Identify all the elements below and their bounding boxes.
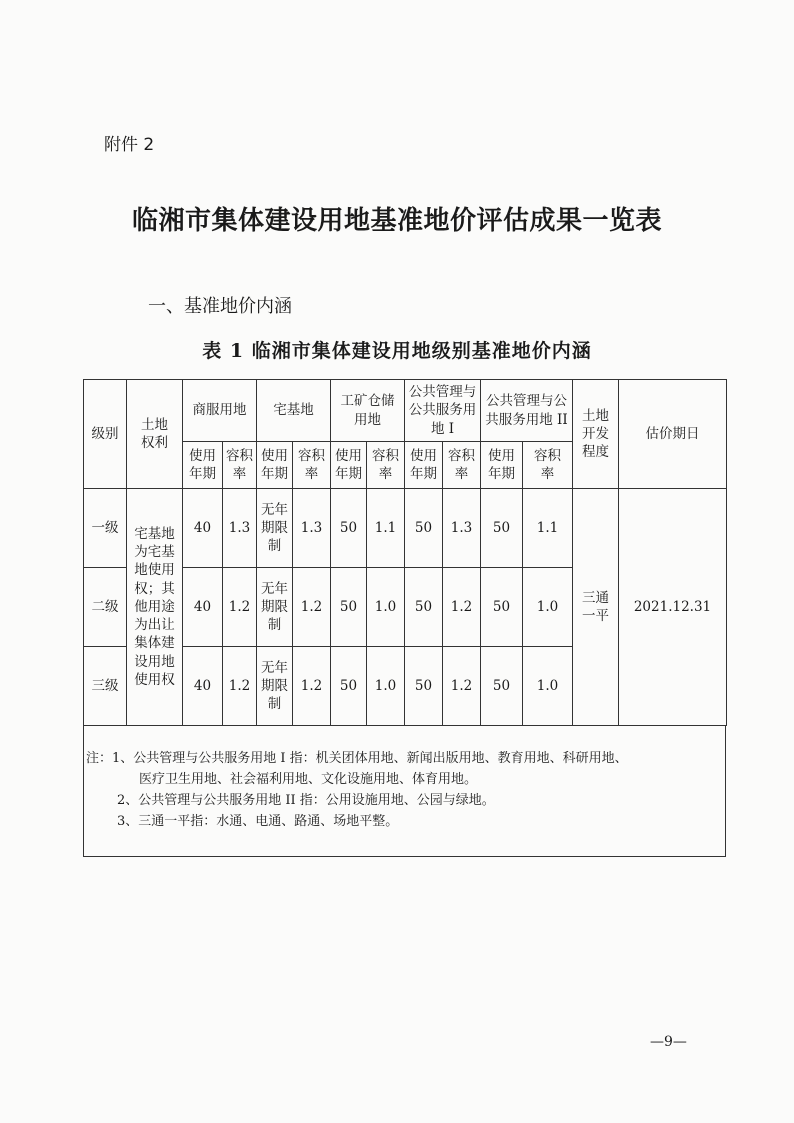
- commercial-term-cell: 40: [183, 489, 223, 568]
- header-far: 容积率: [523, 442, 573, 489]
- industrial-term-cell: 50: [331, 489, 367, 568]
- header-far: 容积率: [367, 442, 405, 489]
- public2-term-cell: 50: [481, 647, 523, 726]
- industrial-far-cell: 1.0: [367, 568, 405, 647]
- header-far: 容积率: [293, 442, 331, 489]
- header-use-term: 使用年期: [481, 442, 523, 489]
- notes-box: [83, 725, 726, 857]
- level-cell: 三级: [84, 647, 127, 726]
- header-industrial: 工矿仓储用地: [331, 380, 405, 442]
- land-right-cell: 宅基地为宅基地使用权；其他用途为出让集体建设用地使用权: [127, 489, 183, 726]
- public2-far-cell: 1.0: [523, 647, 573, 726]
- industrial-term-cell: 50: [331, 568, 367, 647]
- residential-far-cell: 1.3: [293, 489, 331, 568]
- public2-far-cell: 1.1: [523, 489, 573, 568]
- public1-term-cell: 50: [405, 489, 443, 568]
- table-caption: 表 1 临湘市集体建设用地级别基准地价内涵: [202, 340, 592, 362]
- header-residential: 宅基地: [257, 380, 331, 442]
- residential-term-cell: 无年期限制: [257, 568, 293, 647]
- header-public2: 公共管理与公共服务用地 II: [481, 380, 573, 442]
- public2-far-cell: 1.0: [523, 568, 573, 647]
- note-line: 3、三通一平指：水通、电通、路通、场地平整。: [117, 814, 399, 829]
- header-use-term: 使用年期: [257, 442, 293, 489]
- header-far: 容积率: [223, 442, 257, 489]
- note-line: 注：1、公共管理与公共服务用地 I 指：机关团体用地、新闻出版用地、教育用地、科研用地、: [86, 751, 628, 766]
- header-land-right: 土地权利: [127, 380, 183, 489]
- attachment-label: 附件 2: [104, 135, 155, 155]
- header-use-term: 使用年期: [405, 442, 443, 489]
- commercial-far-cell: 1.3: [223, 489, 257, 568]
- residential-term-cell: 无年期限制: [257, 489, 293, 568]
- public2-term-cell: 50: [481, 489, 523, 568]
- residential-term-cell: 无年期限制: [257, 647, 293, 726]
- public1-term-cell: 50: [405, 647, 443, 726]
- section-heading: 一、基准地价内涵: [148, 296, 292, 317]
- header-date: 估价期日: [619, 380, 727, 489]
- residential-far-cell: 1.2: [293, 568, 331, 647]
- note-line: 医疗卫生用地、社会福利用地、文化设施用地、体育用地。: [139, 772, 478, 787]
- header-development: 土地开发程度: [573, 380, 619, 489]
- level-cell: 一级: [84, 489, 127, 568]
- date-cell: 2021.12.31: [619, 489, 727, 726]
- industrial-far-cell: 1.0: [367, 647, 405, 726]
- header-level: 级别: [84, 380, 127, 489]
- industrial-term-cell: 50: [331, 647, 367, 726]
- public1-far-cell: 1.2: [443, 568, 481, 647]
- note-line: 2、公共管理与公共服务用地 II 指：公用设施用地、公园与绿地。: [117, 793, 495, 808]
- public1-far-cell: 1.2: [443, 647, 481, 726]
- development-cell: 三通一平: [573, 489, 619, 726]
- public1-term-cell: 50: [405, 568, 443, 647]
- residential-far-cell: 1.2: [293, 647, 331, 726]
- header-use-term: 使用年期: [331, 442, 367, 489]
- commercial-far-cell: 1.2: [223, 647, 257, 726]
- table-row: [84, 489, 727, 568]
- document-title: 临湘市集体建设用地基准地价评估成果一览表: [131, 206, 662, 236]
- land-price-table: [83, 379, 727, 726]
- header-commercial: 商服用地: [183, 380, 257, 442]
- commercial-far-cell: 1.2: [223, 568, 257, 647]
- public1-far-cell: 1.3: [443, 489, 481, 568]
- header-use-term: 使用年期: [183, 442, 223, 489]
- header-far: 容积率: [443, 442, 481, 489]
- header-public1: 公共管理与公共服务用地 I: [405, 380, 481, 442]
- commercial-term-cell: 40: [183, 647, 223, 726]
- public2-term-cell: 50: [481, 568, 523, 647]
- commercial-term-cell: 40: [183, 568, 223, 647]
- industrial-far-cell: 1.1: [367, 489, 405, 568]
- page-number: —9—: [650, 1034, 687, 1050]
- level-cell: 二级: [84, 568, 127, 647]
